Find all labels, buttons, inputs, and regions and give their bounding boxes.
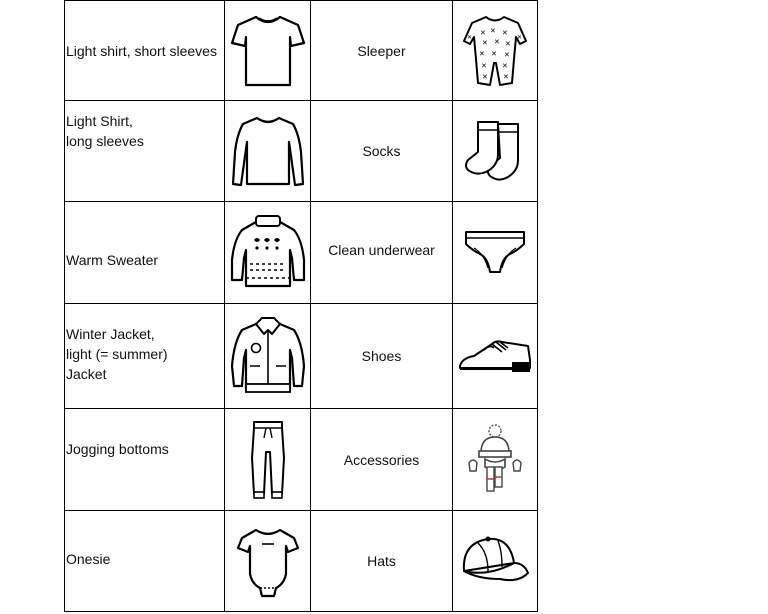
right-label-cell [311, 101, 453, 202]
item-label: Hats [367, 553, 396, 569]
cap-icon [458, 533, 532, 589]
item-label: Onesie [66, 551, 111, 567]
clothing-table [64, 0, 538, 612]
left-icon-cell [225, 101, 311, 202]
item-label: Warm Sweater [66, 252, 159, 268]
svg-text:✕: ✕ [504, 50, 510, 59]
svg-text:✕: ✕ [467, 33, 473, 41]
winter-accessories-icon [465, 423, 525, 497]
table-row [65, 409, 538, 511]
shoe-icon [456, 336, 534, 376]
svg-text:✕: ✕ [502, 28, 508, 37]
item-label: Clean underwear [328, 242, 435, 258]
item-label: Jogging bottoms [66, 441, 169, 457]
sleeper-icon [460, 11, 530, 91]
svg-text:✕: ✕ [502, 61, 508, 70]
item-label: Shoes [361, 348, 402, 364]
socks-icon [460, 120, 530, 182]
jacket-icon [228, 314, 308, 398]
left-label-cell [65, 409, 225, 511]
svg-text:✕: ✕ [503, 72, 509, 81]
left-label-cell [65, 1, 225, 101]
left-icon-cell [225, 511, 311, 612]
svg-text:✕: ✕ [494, 37, 500, 46]
svg-text:✕: ✕ [481, 61, 487, 70]
long-sleeve-shirt-icon [229, 112, 307, 190]
left-icon-cell [225, 304, 311, 409]
table-row [65, 511, 538, 612]
right-icon-cell [453, 101, 538, 202]
svg-text:✕: ✕ [490, 26, 496, 35]
right-icon-cell [453, 202, 538, 304]
table-row [65, 101, 538, 202]
right-icon-cell [453, 409, 538, 511]
right-label-cell [311, 304, 453, 409]
svg-text:✕: ✕ [480, 28, 486, 37]
item-label: Light shirt, short sleeves [66, 42, 217, 59]
table-row [65, 304, 538, 409]
left-icon-cell [225, 202, 311, 304]
item-label: Accessories [343, 451, 420, 468]
svg-text:✕: ✕ [517, 33, 523, 41]
left-label-cell [65, 304, 225, 409]
right-label-cell [311, 409, 453, 511]
onesie-icon [236, 524, 300, 598]
left-label-cell [65, 511, 225, 612]
table-row [65, 1, 538, 101]
right-icon-cell [453, 511, 538, 612]
left-icon-cell [225, 409, 311, 511]
svg-text:✕: ✕ [491, 49, 497, 58]
right-label-cell [311, 511, 453, 612]
item-label: Socks [362, 143, 401, 159]
sweater-icon [228, 214, 308, 292]
svg-text:✕: ✕ [482, 72, 488, 81]
right-icon-cell [453, 304, 538, 409]
right-label-cell [311, 1, 453, 101]
underwear-icon [462, 228, 528, 278]
right-label-cell [311, 202, 453, 304]
svg-text:✕: ✕ [479, 49, 485, 58]
trousers-icon [248, 418, 288, 502]
svg-text:✕: ✕ [482, 38, 488, 47]
left-label-cell [65, 202, 225, 304]
table-row [65, 202, 538, 304]
item-label: Light Shirt, long sleeves [66, 113, 144, 149]
item-label: Winter Jacket, light (= summer) Jacket [66, 326, 168, 382]
svg-text:✕: ✕ [505, 39, 511, 48]
item-label: Sleeper [357, 42, 406, 59]
left-label-cell [65, 101, 225, 202]
left-icon-cell [225, 1, 311, 101]
t-shirt-icon [230, 13, 306, 89]
right-icon-cell [453, 1, 538, 101]
